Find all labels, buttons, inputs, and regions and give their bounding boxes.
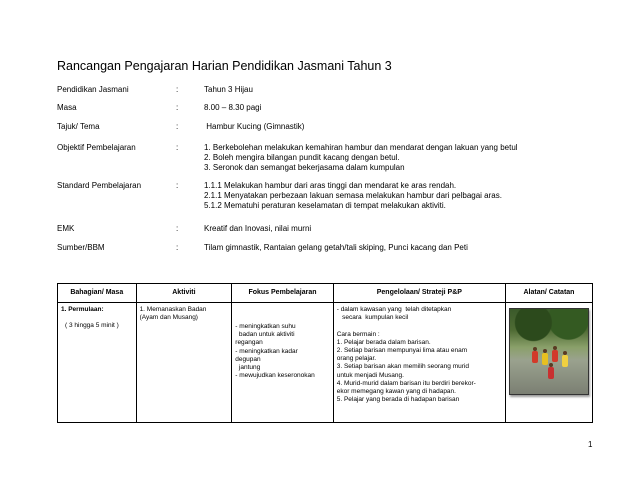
- table-header-row: [58, 284, 593, 303]
- info-label: EMK: [57, 224, 75, 233]
- table-row: [58, 303, 593, 423]
- cell-bahagian: 1. Permulaan: ( 3 hingga 5 minit ): [58, 303, 137, 423]
- info-value: 1.1.1 Melakukan hambur dari aras tinggi dan mendarat ke aras rendah. 2.1.1 Menyatakan perbezaan lakuan semasa melakukan hambur dari pelbagai aras. 5.1.2 Mematuhi peraturan keselamatan di tempat melakukan aktiviti.: [204, 181, 502, 210]
- column-header: Fokus Pembelajaran: [232, 284, 333, 303]
- child-figure: [548, 367, 554, 379]
- cell-fokus: - meningkatkan suhu badan untuk aktiviti regangan - meningkatkan kadar degupan jantung - mewujudkan keseronokan: [232, 303, 333, 423]
- cell-strategi: - dalam kawasan yang telah ditetapkan secara kumpulan kecil Cara bermain : 1. Pelajar berada dalam barisan. 2. Setiap barisan mempunyai lima atau enam orang pelajar. 3. Setiap barisan akan memilih seorang murid untuk menjadi Musang. 4. Murid-murid dalam barisan itu berdiri berekor- ekor memegang kawan yang di hadapan. 5. Pelajar yang berada di hadapan barisan: [333, 303, 505, 423]
- info-colon: :: [176, 103, 179, 112]
- info-colon: :: [176, 224, 179, 233]
- activity-photo: [509, 308, 589, 395]
- child-figure: [552, 350, 558, 362]
- info-label: Masa: [57, 103, 77, 112]
- lesson-plan-table: [57, 283, 593, 423]
- info-colon: :: [176, 143, 179, 152]
- info-label: Standard Pembelajaran: [57, 181, 142, 190]
- column-header: Pengelolaan/ Strateji P&P: [333, 284, 505, 303]
- info-label: Pendidikan Jasmani: [57, 85, 129, 94]
- info-value: Kreatif dan Inovasi, nilai murni: [204, 224, 312, 233]
- info-colon: :: [176, 122, 179, 131]
- info-value: Tilam gimnastik, Rantaian gelang getah/tali skiping, Punci kacang dan Peti: [204, 243, 468, 252]
- column-header: Alatan/ Catatan: [505, 284, 592, 303]
- page-number: 1: [588, 440, 593, 449]
- child-figure: [532, 351, 538, 363]
- cell-alatan: [505, 303, 592, 423]
- info-value: 1. Berkebolehan melakukan kemahiran hambur dan mendarat dengan lakuan yang betul 2. Boleh mengira bilangan pundit kacang dengan betul. 3. Seronok dan semangat bekerjasama dalam kumpulan: [204, 143, 518, 172]
- info-value: 8.00 – 8.30 pagi: [204, 103, 262, 112]
- info-colon: :: [176, 85, 179, 94]
- column-header: Bahagian/ Masa: [58, 284, 137, 303]
- info-label: Tajuk/ Tema: [57, 122, 100, 131]
- child-figure: [562, 355, 568, 367]
- child-figure: [542, 353, 548, 365]
- info-value: Hambur Kucing (Gimnastik): [204, 122, 305, 131]
- info-value: Tahun 3 Hijau: [204, 85, 253, 94]
- info-colon: :: [176, 243, 179, 252]
- info-label: Objektif Pembelajaran: [57, 143, 136, 152]
- column-header: Aktiviti: [136, 284, 232, 303]
- cell-aktiviti: 1. Memanaskan Badan (Ayam dan Musang): [136, 303, 232, 423]
- info-label: Sumber/BBM: [57, 243, 105, 252]
- info-colon: :: [176, 181, 179, 190]
- document-title: Rancangan Pengajaran Harian Pendidikan Jasmani Tahun 3: [57, 59, 392, 73]
